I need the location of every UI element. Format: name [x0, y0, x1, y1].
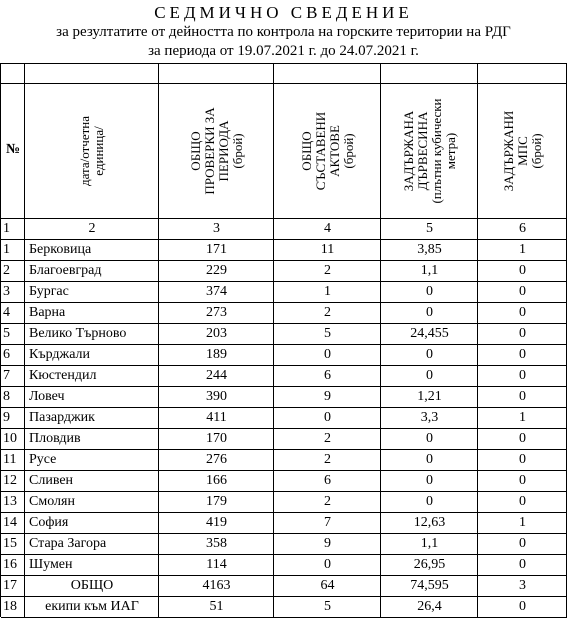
cell-vehicles: 0 — [519, 431, 526, 446]
row-unit-name: Благоевград — [29, 263, 102, 278]
cell-acts: 2 — [324, 263, 331, 278]
cell-vehicles: 0 — [519, 284, 526, 299]
cell-checks: 276 — [206, 452, 227, 467]
row-number: 9 — [3, 410, 10, 425]
row-number: 7 — [3, 368, 10, 383]
row-number: 13 — [3, 494, 17, 509]
cell-vehicles: 1 — [519, 515, 526, 530]
cell-acts: 11 — [320, 242, 335, 257]
cell-wood: 24,455 — [410, 326, 449, 341]
column-header-line: ОБЩО — [187, 131, 203, 171]
cell-vehicles: 0 — [519, 473, 526, 488]
cell-checks: 411 — [206, 410, 227, 425]
column-header-line: метра) — [442, 132, 458, 170]
row-number: 15 — [3, 536, 17, 551]
column-header-line: (брой) — [229, 133, 245, 169]
cell-acts: 9 — [324, 389, 331, 404]
row-number: 1 — [3, 242, 10, 257]
cell-acts: 2 — [324, 494, 331, 509]
row-number: 2 — [3, 263, 10, 278]
column-header-line: ПРОВЕРКИ ЗА — [201, 107, 217, 195]
cell-checks: 189 — [206, 347, 227, 362]
cell-vehicles: 0 — [519, 305, 526, 320]
report-table — [0, 63, 567, 617]
row-number: 10 — [3, 431, 17, 446]
column-header-line: ПЕРИОДА — [215, 120, 231, 182]
cell-checks: 203 — [206, 326, 227, 341]
row-unit-name: Русе — [29, 452, 57, 467]
cell-wood: 0 — [426, 368, 433, 383]
column-header-wood — [402, 86, 458, 216]
row-unit-name: Шумен — [29, 557, 73, 572]
column-header-unit — [78, 86, 106, 216]
report-title: СЕДМИЧНО СВЕДЕНИЕ — [154, 3, 413, 22]
column-header-line: единица/ — [91, 126, 106, 176]
cell-acts: 2 — [324, 431, 331, 446]
cell-checks: 419 — [206, 515, 227, 530]
cell-wood: 0 — [426, 284, 433, 299]
column-header-line: МПС — [514, 136, 530, 166]
column-header-line: АКТОВЕ — [326, 125, 342, 177]
cell-checks: 390 — [206, 389, 227, 404]
cell-vehicles: 0 — [519, 389, 526, 404]
cell-acts: 64 — [320, 578, 335, 593]
column-header-line: (плътни кубически — [428, 98, 444, 204]
row-number: 5 — [3, 326, 10, 341]
cell-wood: 1,1 — [420, 263, 439, 278]
cell-wood: 0 — [426, 305, 433, 320]
cell-checks: 244 — [206, 368, 227, 383]
cell-vehicles: 0 — [519, 494, 526, 509]
cell-checks: 374 — [206, 284, 227, 299]
row-number: 11 — [3, 452, 17, 467]
cell-acts: 6 — [324, 368, 331, 383]
row-unit-name: Пазарджик — [29, 410, 95, 425]
cell-acts: 0 — [324, 347, 331, 362]
cell-acts: 5 — [324, 326, 331, 341]
cell-vehicles: 0 — [519, 326, 526, 341]
column-header-line: ЗАДЪРЖАНА — [400, 110, 416, 192]
cell-vehicles: 0 — [519, 452, 526, 467]
cell-acts: 2 — [324, 452, 331, 467]
cell-vehicles: 0 — [519, 599, 526, 614]
row-number: 4 — [3, 305, 10, 320]
cell-vehicles: 0 — [519, 368, 526, 383]
column-header-no: № — [5, 142, 21, 157]
row-number: 16 — [3, 557, 17, 572]
row-unit-name: Кюстендил — [29, 368, 97, 383]
row-unit-name: Кърджали — [29, 347, 91, 362]
cell-wood: 0 — [426, 347, 433, 362]
row-number: 12 — [3, 473, 17, 488]
cell-wood: 74,595 — [410, 578, 449, 593]
row-unit-name: Велико Търново — [29, 326, 127, 341]
cell-wood: 0 — [426, 431, 433, 446]
row-unit-name: Сливен — [29, 473, 74, 488]
row-unit-name: Пловдив — [29, 431, 81, 446]
index-cell: 6 — [519, 221, 526, 236]
row-unit-name: Смолян — [29, 494, 75, 509]
row-unit-name: Ловеч — [29, 389, 65, 404]
index-cell: 5 — [426, 221, 433, 236]
cell-vehicles: 1 — [519, 410, 526, 425]
row-number: 17 — [3, 578, 17, 593]
row-number: 18 — [3, 599, 17, 614]
cell-wood: 26,4 — [417, 599, 442, 614]
cell-checks: 179 — [206, 494, 227, 509]
cell-checks: 51 — [209, 599, 224, 614]
cell-wood: 3,3 — [420, 410, 439, 425]
row-unit-name: Берковица — [29, 242, 92, 257]
column-header-line: (брой) — [340, 133, 356, 169]
cell-vehicles: 3 — [519, 578, 526, 593]
row-number: 3 — [3, 284, 10, 299]
cell-acts: 1 — [324, 284, 331, 299]
cell-checks: 166 — [206, 473, 227, 488]
cell-vehicles: 0 — [519, 557, 526, 572]
column-header-line: ДЪРВЕСИНА — [414, 111, 430, 191]
cell-checks: 171 — [206, 242, 227, 257]
cell-wood: 0 — [426, 473, 433, 488]
column-header-line: СЪСТАВЕНИ — [312, 111, 328, 191]
cell-acts: 9 — [324, 536, 331, 551]
cell-vehicles: 1 — [519, 242, 526, 257]
cell-wood: 1,21 — [417, 389, 442, 404]
index-cell: 2 — [88, 221, 96, 236]
row-number: 6 — [3, 347, 10, 362]
cell-wood: 3,85 — [417, 242, 442, 257]
index-cell: 4 — [324, 221, 331, 236]
cell-vehicles: 0 — [519, 347, 526, 362]
index-cell: 3 — [213, 221, 220, 236]
column-header-vehicles — [502, 86, 544, 216]
cell-acts: 2 — [324, 305, 331, 320]
cell-wood: 12,63 — [413, 515, 446, 530]
cell-acts: 6 — [324, 473, 331, 488]
row-unit-name: Варна — [29, 305, 66, 320]
cell-checks: 114 — [206, 557, 227, 572]
row-unit-name: Бургас — [29, 284, 69, 299]
index-cell: 1 — [3, 221, 10, 236]
row-unit-name: Стара Загора — [29, 536, 107, 551]
cell-acts: 0 — [324, 410, 331, 425]
cell-wood: 26,95 — [413, 557, 446, 572]
cell-checks: 4163 — [202, 578, 231, 593]
row-unit-name: екипи към ИАГ — [45, 599, 139, 614]
row-number: 8 — [3, 389, 10, 404]
cell-wood: 1,1 — [420, 536, 439, 551]
cell-vehicles: 0 — [519, 263, 526, 278]
column-header-line: ЗАДЪРЖАНИ — [500, 110, 516, 192]
row-unit-name: София — [29, 515, 69, 530]
report-subtitle: за резултатите от дейността по контрола на горските територии на РДГ — [56, 24, 511, 40]
column-header-line: дата/отчетна — [77, 116, 92, 186]
header-top-divider — [1, 83, 567, 84]
row-number: 14 — [3, 515, 17, 530]
row-unit-name: ОБЩО — [70, 578, 114, 593]
column-header-acts — [300, 86, 356, 216]
column-header-line: ОБЩО — [298, 131, 314, 171]
cell-acts: 5 — [324, 599, 331, 614]
report-period: за периода от 19.07.2021 г. до 24.07.2021 г. — [148, 43, 419, 59]
cell-vehicles: 0 — [519, 536, 526, 551]
cell-wood: 0 — [426, 452, 433, 467]
cell-acts: 0 — [324, 557, 331, 572]
column-header-line: (брой) — [528, 133, 544, 169]
cell-checks: 170 — [206, 431, 227, 446]
cell-checks: 273 — [206, 305, 227, 320]
cell-checks: 358 — [206, 536, 227, 551]
cell-acts: 7 — [324, 515, 331, 530]
column-header-checks — [189, 86, 245, 216]
cell-wood: 0 — [426, 494, 433, 509]
cell-checks: 229 — [206, 263, 227, 278]
